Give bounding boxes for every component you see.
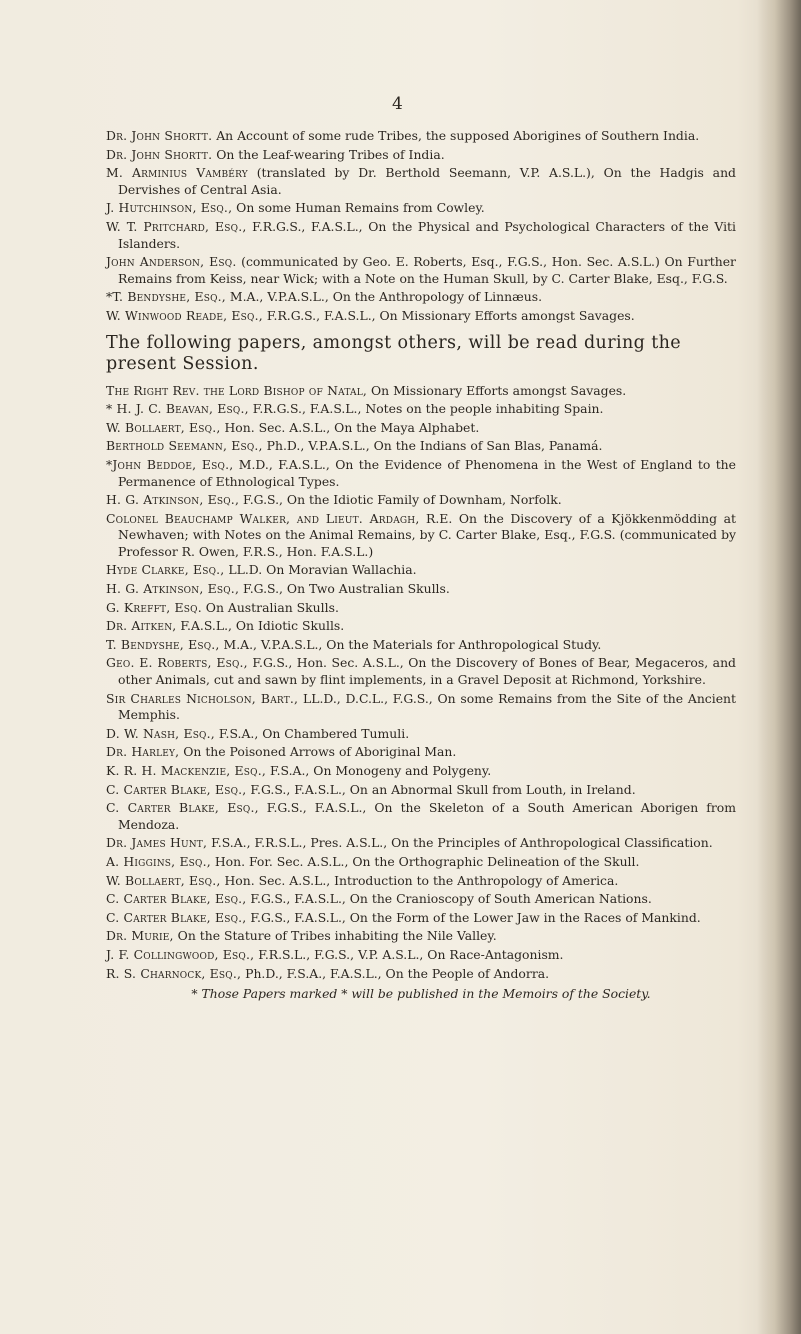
paper-title: An Account of some rude Tribes, the supposed Aborigines of Southern India. — [216, 128, 700, 143]
paper-title: Hon. Sec. A.S.L., Introduction to the Anthropology of America. — [224, 872, 619, 888]
paper-entry — [106, 562, 736, 579]
paper-author: Geo. E. Roberts, Esq., — [106, 655, 248, 671]
paper-title: F.A.S.L., On Idiotic Skulls. — [180, 618, 345, 634]
paper-title: Ph.D., F.S.A., F.A.S.L., On the People of Andorra. — [245, 965, 550, 981]
paper-entry — [106, 763, 736, 780]
paper-entry — [106, 219, 736, 252]
paper-author: * H. J. C. Beavan, Esq., — [106, 401, 249, 417]
paper-author: Colonel Beauchamp Walker, and Lieut. Ardagh, — [106, 510, 420, 526]
paper-title: LL.D. On Moravian Wallachia. — [228, 562, 417, 578]
paper-entry — [106, 854, 736, 871]
paper-title: F.S.A., On Chambered Tumuli. — [218, 725, 410, 741]
paper-title: F.G.S., F.A.S.L., On the Form of the Lower Jaw in the Races of Mankind. — [250, 909, 701, 925]
paper-title: F.G.S., On Two Australian Skulls. — [243, 581, 450, 597]
paper-title: F.G.S., On the Idiotic Family of Downham, Norfolk. — [243, 492, 562, 508]
paper-title: F.S.A., F.R.S.L., Pres. A.S.L., On the Principles of Anthropological Classification. — [211, 835, 713, 851]
paper-entry — [106, 289, 736, 306]
paper-title: F.R.G.S., F.A.S.L., On Missionary Efforts amongst Savages. — [266, 307, 635, 323]
paper-entry — [106, 401, 736, 418]
paper-title: On Australian Skulls. — [205, 599, 339, 615]
page-content — [106, 128, 736, 1002]
paper-entry — [106, 581, 736, 598]
paper-title: M.A., V.P.A.S.L., On the Materials for Anthropological Study. — [223, 636, 602, 652]
paper-author: A. Higgins, Esq., — [106, 853, 211, 869]
paper-author: The Right Rev. the Lord Bishop of Natal, — [106, 382, 368, 398]
paper-author: J. F. Collingwood, Esq., — [106, 946, 255, 962]
paper-entry — [106, 800, 736, 833]
paper-entry — [106, 128, 736, 145]
paper-author: H. G. Atkinson, Esq., — [106, 492, 240, 508]
paper-author: *T. Bendyshe, Esq., — [106, 289, 226, 305]
paper-author: Dr. James Hunt, — [106, 835, 208, 851]
paper-entry — [106, 637, 736, 654]
paper-author: D. W. Nash, Esq., — [106, 725, 215, 741]
paper-title: On some Human Remains from Cowley. — [236, 200, 485, 216]
paper-author: R. S. Charnock, Esq., — [106, 965, 242, 981]
paper-title: On Missionary Efforts amongst Savages. — [371, 382, 627, 398]
paper-entry — [106, 947, 736, 964]
papers-read-list — [106, 128, 736, 325]
paper-title: F.S.A., On Monogeny and Polygeny. — [269, 763, 492, 778]
paper-entry — [106, 744, 736, 761]
paper-entry — [106, 492, 736, 509]
paper-entry — [106, 873, 736, 890]
paper-entry — [106, 308, 736, 325]
paper-title: On the Leaf-wearing Tribes of India. — [216, 146, 445, 162]
paper-title: F.G.S., F.A.S.L., On the Skeleton of a South American Aborigen from Mendoza. — [118, 800, 736, 832]
paper-title: Hon. Sec. A.S.L., On the Maya Alphabet. — [224, 419, 480, 435]
paper-title: F.G.S., F.A.S.L., On the Cranioscopy of South American Nations. — [250, 891, 652, 907]
paper-title: (translated by Dr. Berthold Seemann, V.P. A.S.L.), On the Hadgis and Dervishes of Central Asia. — [118, 165, 736, 197]
paper-title: Hon. For. Sec. A.S.L., On the Orthographic Delineation of the Skull. — [214, 853, 640, 869]
paper-author: W. Bollaert, Esq., — [106, 872, 221, 888]
paper-author: T. Bendyshe, Esq., — [106, 636, 220, 652]
paper-author: K. R. H. Mackenzie, Esq., — [106, 763, 266, 778]
paper-title: F.G.S., F.A.S.L., On an Abnormal Skull from Louth, in Ireland. — [250, 781, 636, 797]
paper-author: Dr. Murie, — [106, 928, 174, 944]
paper-author: Dr. Aitken, — [106, 618, 177, 634]
paper-entry — [106, 165, 736, 198]
paper-title: LL.D., D.C.L., F.G.S., On some Remains from the Site of the Ancient Memphis. — [118, 690, 737, 723]
page-number: 4 — [392, 94, 403, 114]
paper-author: H. G. Atkinson, Esq., — [106, 581, 240, 597]
paper-author: G. Krefft, Esq. — [106, 599, 202, 615]
paper-title: Ph.D., V.P.A.S.L., On the Indians of San Blas, Panamá. — [266, 438, 603, 454]
paper-title: F.R.G.S., F.A.S.L., Notes on the people inhabiting Spain. — [252, 401, 604, 417]
paper-entry — [106, 691, 736, 724]
paper-author: J. Hutchinson, Esq., — [106, 200, 233, 216]
paper-title: On the Stature of Tribes inhabiting the Nile Valley. — [177, 928, 497, 944]
paper-author: W. Bollaert, Esq., — [106, 419, 221, 435]
paper-author: Berthold Seemann, Esq., — [106, 438, 263, 454]
paper-author: John Anderson, Esq. — [106, 254, 237, 270]
paper-author: C. Carter Blake, Esq., — [106, 800, 259, 816]
paper-entry — [106, 420, 736, 437]
papers-to-read-list — [106, 383, 736, 983]
paper-entry — [106, 457, 736, 490]
paper-author: Dr. Harley, — [106, 744, 180, 760]
paper-author: W. Winwood Reade, Esq., — [106, 307, 263, 323]
paper-entry — [106, 147, 736, 164]
section-heading: The following papers, amongst others, will be read during the present Session. — [106, 332, 682, 374]
paper-entry — [106, 438, 736, 455]
paper-title: F.G.S., Hon. Sec. A.S.L., On the Discovery of Bones of Bear, Megaceros, and other Animals, cut and sawn by flint implements, in a Gravel Deposit at Richmond, Yorkshire. — [118, 655, 736, 688]
paper-author: M. Arminius Vambéry — [106, 165, 248, 181]
paper-title: F.R.S.L., F.G.S., V.P. A.S.L., On Race-Antagonism. — [258, 946, 564, 962]
paper-title: (communicated by Geo. E. Roberts, Esq., F.G.S., Hon. Sec. A.S.L.) On Further Remains from Keiss, near Wick; with a Note on the Human Skull, by C. Carter Blake, Esq., F.G.S. — [118, 254, 736, 286]
paper-title: R.E. On the Discovery of a Kjökkenmödding at Newhaven; with Notes on the Animal Remains, by C. Carter Blake, Esq., F.G.S. (communicated by Professor R. Owen, F.R.S., Hon. F.A.S.L.) — [118, 510, 736, 559]
paper-entry — [106, 891, 736, 908]
paper-entry — [106, 200, 736, 217]
paper-author: C. Carter Blake, Esq., — [106, 891, 247, 907]
footnote: * Those Papers marked * will be published in the Memoirs of the Society. — [191, 986, 651, 1002]
paper-author: Dr. John Shortt. — [106, 128, 213, 143]
paper-entry — [106, 910, 736, 927]
paper-title: M.A., V.P.A.S.L., On the Anthropology of Linnæus. — [229, 289, 543, 305]
paper-title: F.R.G.S., F.A.S.L., On the Physical and Psychological Characters of the Viti Islanders. — [118, 218, 736, 251]
paper-entry — [106, 600, 736, 617]
paper-entry — [106, 966, 736, 983]
paper-title: M.D., F.A.S.L., On the Evidence of Phenomena in the West of England to the Permanence of Ethnological Types. — [118, 456, 736, 489]
paper-author: Dr. John Shortt. — [106, 146, 213, 162]
paper-author: Sir Charles Nicholson, Bart., — [106, 690, 299, 706]
paper-entry — [106, 383, 736, 400]
paper-entry — [106, 928, 736, 945]
paper-entry — [106, 782, 736, 799]
paper-author: *John Beddoe, Esq., — [106, 456, 234, 472]
paper-entry — [106, 655, 736, 688]
paper-author: C. Carter Blake, Esq., — [106, 781, 247, 797]
paper-entry — [106, 511, 736, 561]
paper-entry — [106, 835, 736, 852]
paper-author: W. T. Pritchard, Esq., — [106, 218, 247, 234]
paper-entry — [106, 726, 736, 743]
paper-author: C. Carter Blake, Esq., — [106, 909, 247, 925]
book-spine-shadow — [757, 0, 801, 1334]
paper-entry — [106, 618, 736, 635]
paper-author: Hyde Clarke, Esq., — [106, 562, 225, 578]
paper-title: On the Poisoned Arrows of Aboriginal Man. — [183, 744, 457, 760]
paper-entry — [106, 254, 736, 287]
